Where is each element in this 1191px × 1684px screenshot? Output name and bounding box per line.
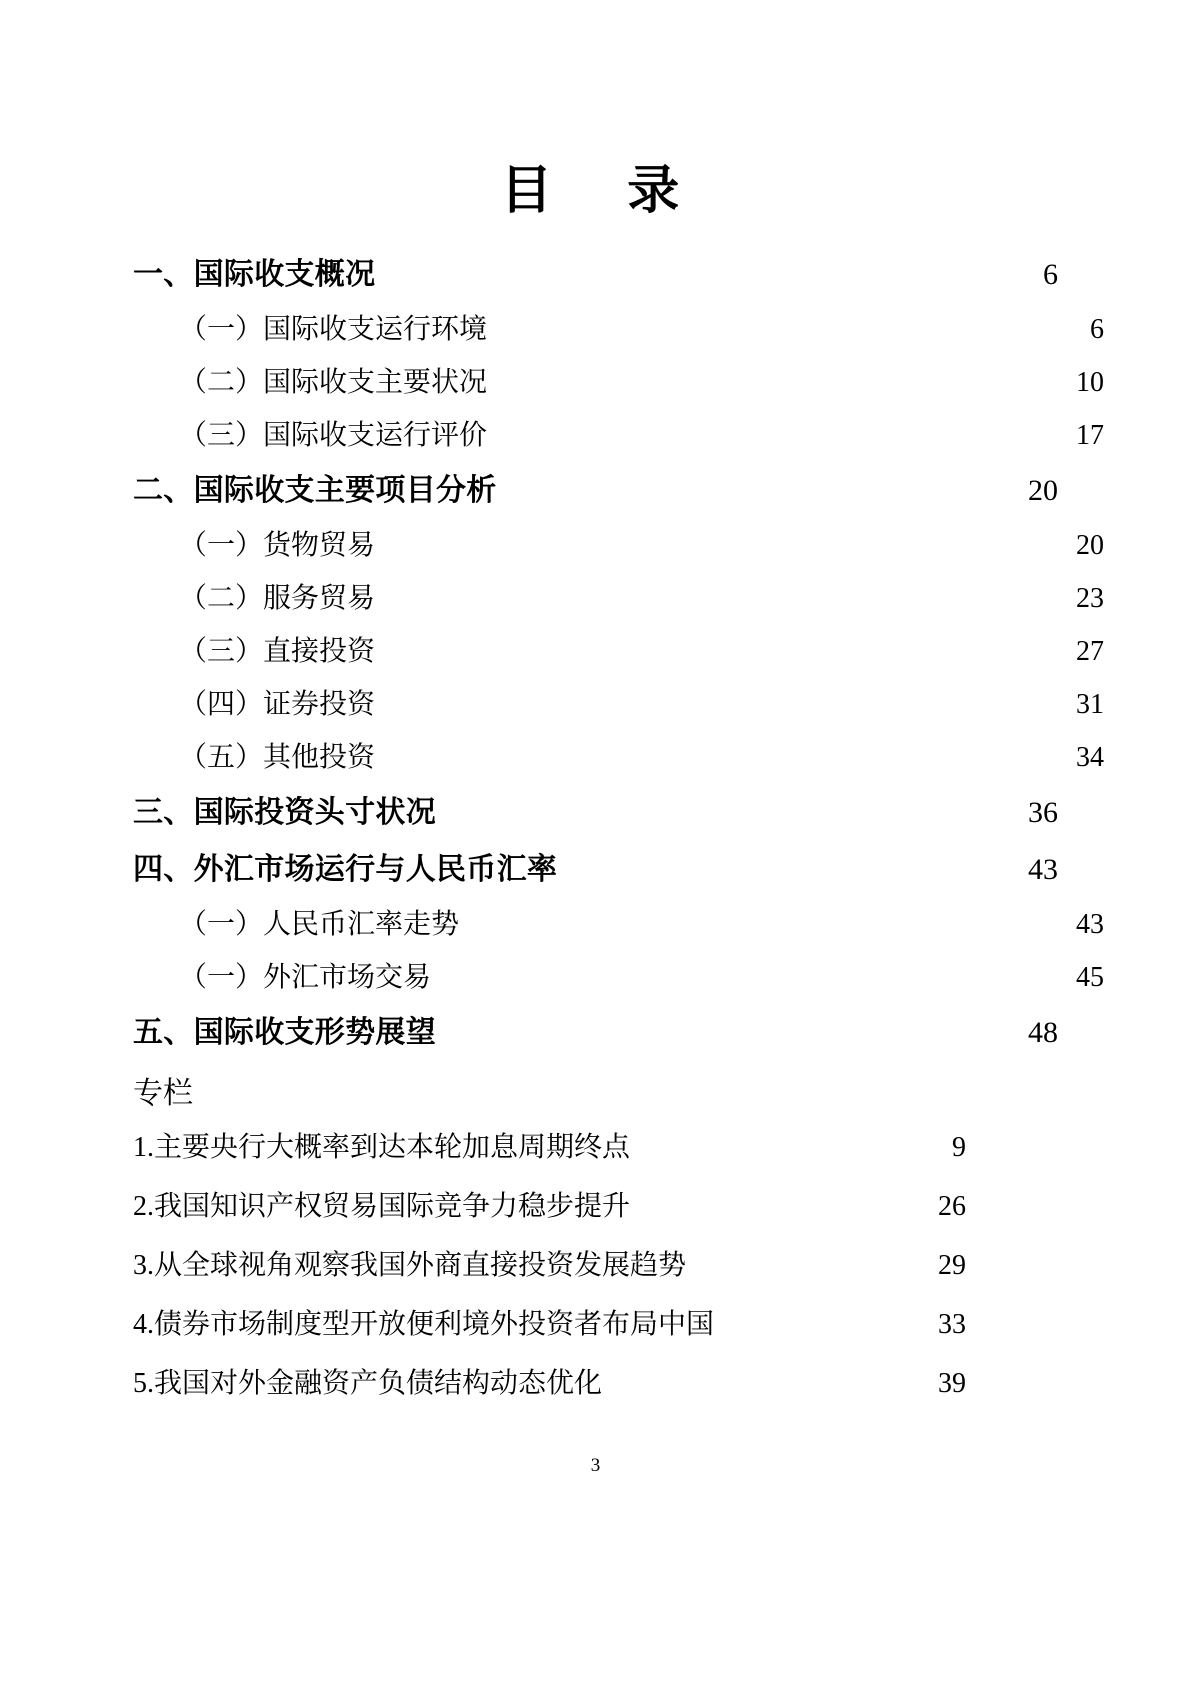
toc-entry[interactable] xyxy=(133,731,1104,784)
toc-entry-label: 一、国际收支概况 xyxy=(133,258,376,291)
dot-leader xyxy=(631,1128,949,1156)
dot-leader xyxy=(460,905,1073,933)
toc-entry[interactable] xyxy=(133,841,1058,898)
toc-entry[interactable] xyxy=(133,246,1058,303)
toc-entry[interactable] xyxy=(133,303,1104,356)
toc-entry-page-number: 36 xyxy=(1028,796,1058,829)
box-entry-page-number: 9 xyxy=(952,1132,966,1163)
toc-entry-label: （二）国际收支主要状况 xyxy=(179,367,488,398)
toc-entry[interactable] xyxy=(133,572,1104,625)
toc-entry[interactable] xyxy=(133,519,1104,572)
toc-entry-page-number: 23 xyxy=(1076,583,1104,614)
toc-entry-page-number: 6 xyxy=(1090,314,1104,345)
folio-page-number: 3 xyxy=(590,1455,601,1476)
toc-entry[interactable] xyxy=(133,951,1104,1004)
toc-entry[interactable] xyxy=(133,462,1058,519)
dot-leader xyxy=(376,685,1073,713)
dot-leader xyxy=(558,849,1025,879)
box-entry[interactable] xyxy=(133,1236,966,1295)
dot-leader xyxy=(376,738,1073,766)
dot-leader xyxy=(376,254,1040,284)
box-entry[interactable] xyxy=(133,1295,966,1354)
toc-entry[interactable] xyxy=(133,784,1058,841)
toc-entry[interactable] xyxy=(133,356,1104,409)
toc-entry-page-number: 43 xyxy=(1076,909,1104,940)
toc-entry-page-number: 27 xyxy=(1076,636,1104,667)
box-entry-label: 4.债券市场制度型开放便利境外投资者布局中国 xyxy=(133,1309,715,1340)
toc-entry-page-number: 10 xyxy=(1076,367,1104,398)
toc-entry-page-number: 34 xyxy=(1076,742,1104,773)
dot-leader xyxy=(432,958,1073,986)
dot-leader xyxy=(376,526,1073,554)
box-section-heading: 专栏 xyxy=(133,1077,193,1110)
toc-entry-label: （一）货物贸易 xyxy=(179,530,376,561)
toc-entry-page-number: 20 xyxy=(1028,474,1058,507)
dot-leader xyxy=(687,1246,935,1274)
box-entry-page-number: 26 xyxy=(938,1191,966,1222)
toc-entry-label: （四）证券投资 xyxy=(179,689,376,720)
toc-list xyxy=(133,246,1104,1061)
toc-entry-label: 二、国际收支主要项目分析 xyxy=(133,474,497,507)
dot-leader xyxy=(437,1012,1025,1042)
dot-leader xyxy=(376,632,1073,660)
dot-leader xyxy=(376,579,1073,607)
toc-entry[interactable] xyxy=(133,409,1104,462)
toc-entry-label: （三）国际收支运行评价 xyxy=(179,420,488,451)
toc-entry-page-number: 48 xyxy=(1028,1016,1058,1049)
box-list xyxy=(133,1118,966,1413)
toc-entry-label: （二）服务贸易 xyxy=(179,583,376,614)
toc-entry-page-number: 31 xyxy=(1076,689,1104,720)
page-title: 目 录 xyxy=(500,162,691,220)
toc-entry-label: 三、国际投资头寸状况 xyxy=(133,796,436,829)
box-entry-label: 5.我国对外金融资产负债结构动态优化 xyxy=(133,1368,603,1399)
toc-entry[interactable] xyxy=(133,678,1104,731)
toc-entry-label: 四、外汇市场运行与人民币汇率 xyxy=(133,853,558,886)
toc-entry[interactable] xyxy=(133,898,1104,951)
box-entry-label: 2.我国知识产权贸易国际竞争力稳步提升 xyxy=(133,1191,631,1222)
toc-entry-label: （一）人民币汇率走势 xyxy=(179,909,460,940)
toc-entry-page-number: 45 xyxy=(1076,962,1104,993)
toc-entry-label: （五）其他投资 xyxy=(179,742,376,773)
box-entry-label: 1.主要央行大概率到达本轮加息周期终点 xyxy=(133,1132,631,1163)
box-entry[interactable] xyxy=(133,1354,966,1413)
toc-entry-label: （一）外汇市场交易 xyxy=(179,962,432,993)
toc-entry-page-number: 17 xyxy=(1076,420,1104,451)
dot-leader xyxy=(488,416,1073,444)
dot-leader xyxy=(488,363,1073,391)
box-entry-page-number: 39 xyxy=(938,1368,966,1399)
dot-leader xyxy=(715,1305,935,1333)
toc-entry-page-number: 20 xyxy=(1076,530,1104,561)
box-entry-label: 3.从全球视角观察我国外商直接投资发展趋势 xyxy=(133,1250,687,1281)
toc-entry-label: （一）国际收支运行环境 xyxy=(179,314,488,345)
dot-leader xyxy=(498,470,1025,500)
toc-entry[interactable] xyxy=(133,625,1104,678)
dot-leader xyxy=(603,1364,935,1392)
box-entry[interactable] xyxy=(133,1118,966,1177)
toc-entry-page-number: 6 xyxy=(1043,258,1058,291)
box-entry[interactable] xyxy=(133,1177,966,1236)
dot-leader xyxy=(631,1187,935,1215)
toc-entry-label: 五、国际收支形势展望 xyxy=(133,1016,436,1049)
dot-leader xyxy=(437,792,1025,822)
toc-entry[interactable] xyxy=(133,1004,1058,1061)
box-entry-page-number: 33 xyxy=(938,1309,966,1340)
dot-leader xyxy=(488,310,1087,338)
toc-entry-label: （三）直接投资 xyxy=(179,636,376,667)
box-entry-page-number: 29 xyxy=(938,1250,966,1281)
toc-entry-page-number: 43 xyxy=(1028,853,1058,886)
